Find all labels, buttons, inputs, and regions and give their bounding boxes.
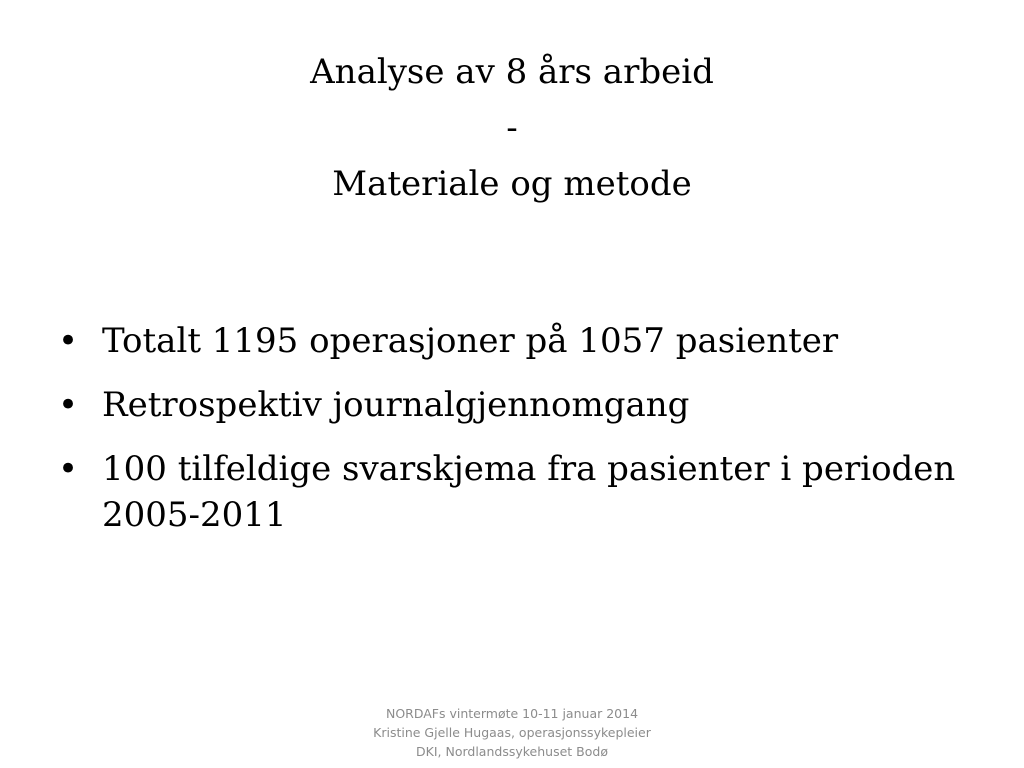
bullet-item bbox=[58, 446, 958, 538]
slide-title bbox=[112, 44, 912, 212]
bullet-text: Totalt 1195 operasjoner på 1057 pasienter bbox=[102, 321, 839, 361]
footer-event: NORDAFs vintermøte 10-11 januar 2014 bbox=[385, 706, 639, 721]
bullet-text: 100 tilfeldige svarskjema fra pasienter i perioden 2005-2011 bbox=[102, 449, 956, 535]
slide-footer bbox=[312, 704, 712, 761]
bullet-dot-icon: • bbox=[58, 449, 79, 489]
bullet-text: Retrospektiv journalgjennomgang bbox=[102, 385, 690, 425]
title-line-separator: - bbox=[506, 108, 518, 148]
bullet-item bbox=[58, 382, 958, 428]
title-line-2: Materiale og metode bbox=[332, 164, 692, 204]
footer-author: Kristine Gjelle Hugaas, operasjonssykepleier bbox=[373, 725, 651, 740]
bullet-dot-icon: • bbox=[58, 385, 79, 425]
bullet-dot-icon: • bbox=[58, 321, 79, 361]
bullet-item bbox=[58, 318, 958, 364]
footer-institution: DKI, Nordlandssykehuset Bodø bbox=[416, 744, 608, 759]
bullet-list bbox=[58, 318, 958, 556]
title-line-1: Analyse av 8 års arbeid bbox=[310, 52, 714, 92]
